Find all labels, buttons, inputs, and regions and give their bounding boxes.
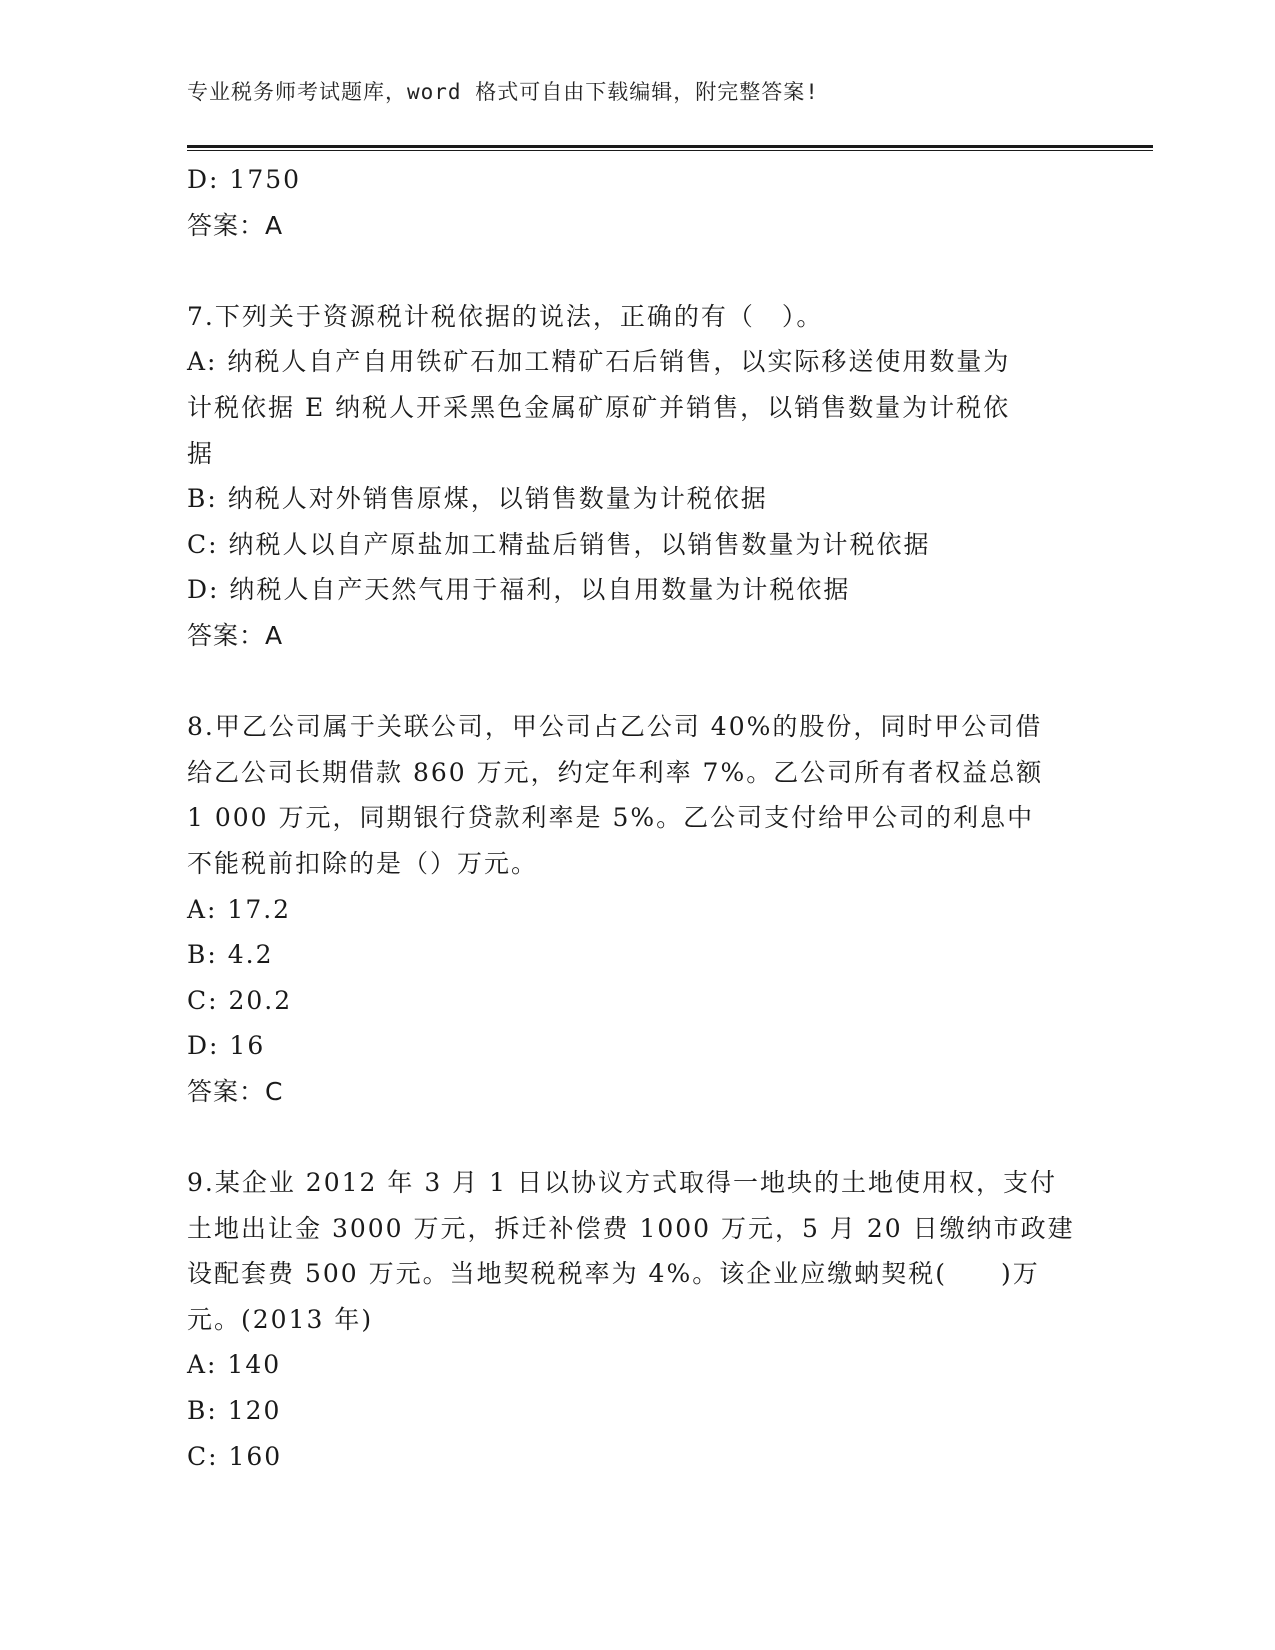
answer: 答案：C bbox=[187, 1076, 284, 1106]
question-7 bbox=[187, 294, 1087, 659]
option-d: D: 纳税人自产天然气用于福利，以自用数量为计税依据 bbox=[187, 575, 851, 605]
option-c: C: 纳税人以自产原盐加工精盐后销售，以销售数量为计税依据 bbox=[187, 529, 931, 559]
spacer bbox=[187, 1114, 1087, 1160]
option-a: A: 140 bbox=[187, 1350, 282, 1380]
spacer bbox=[187, 248, 1087, 294]
answer: 答案：A bbox=[187, 620, 284, 650]
question-stem-line-1: 9.某企业 2012 年 3 月 1 日以协议方式取得一地块的土地使用权，支付 bbox=[187, 1168, 1057, 1198]
option-a-line-3: 据 bbox=[187, 438, 215, 468]
header-divider-thin bbox=[187, 150, 1153, 151]
page-header: 专业税务师考试题库，word 格式可自由下载编辑，附完整答案! bbox=[187, 80, 819, 104]
question-stem-line-3: 设配套费 500 万元。当地契税税率为 4%。该企业应缴蚋契税( )万 bbox=[187, 1259, 1040, 1289]
option-a-line-1: A: 纳税人自产自用铁矿石加工精矿石后销售，以实际移送使用数量为 bbox=[187, 347, 1011, 377]
question-9 bbox=[187, 1160, 1087, 1479]
question-stem-line-4: 元。(2013 年) bbox=[187, 1304, 374, 1334]
option-a-line-2: 计税依据 E 纳税人开采黑色金属矿原矿并销售，以销售数量为计税依 bbox=[187, 392, 1011, 422]
question-stem-line-1: 8.甲乙公司属于关联公司，甲公司占乙公司 40%的股份，同时甲公司借 bbox=[187, 712, 1043, 742]
question-stem-line-2: 土地出让金 3000 万元，拆迁补偿费 1000 万元，5 月 20 日缴纳市政建 bbox=[187, 1213, 1075, 1243]
header-divider-thick bbox=[187, 145, 1153, 148]
question-stem: 7.下列关于资源税计税依据的说法，正确的有（ ）。 bbox=[187, 301, 824, 331]
option-b: B: 4.2 bbox=[187, 940, 274, 970]
option-a: A: 17.2 bbox=[187, 894, 292, 924]
question-stem-line-3: 1 000 万元，同期银行贷款利率是 5%。乙公司支付给甲公司的利息中 bbox=[187, 803, 1035, 833]
prev-question-answer: 答案：A bbox=[187, 210, 284, 240]
question-stem-line-2: 给乙公司长期借款 860 万元，约定年利率 7%。乙公司所有者权益总额 bbox=[187, 757, 1044, 787]
option-c: C: 160 bbox=[187, 1441, 283, 1471]
spacer bbox=[187, 659, 1087, 705]
option-b: B: 120 bbox=[187, 1396, 282, 1426]
option-c: C: 20.2 bbox=[187, 985, 293, 1015]
option-b: B: 纳税人对外销售原煤，以销售数量为计税依据 bbox=[187, 484, 768, 514]
question-8 bbox=[187, 704, 1087, 1114]
question-stem-line-4: 不能税前扣除的是（）万元。 bbox=[187, 848, 539, 878]
prev-question-option-d: D: 1750 bbox=[187, 165, 302, 194]
document-body bbox=[187, 157, 1087, 1479]
option-d: D: 16 bbox=[187, 1031, 266, 1061]
